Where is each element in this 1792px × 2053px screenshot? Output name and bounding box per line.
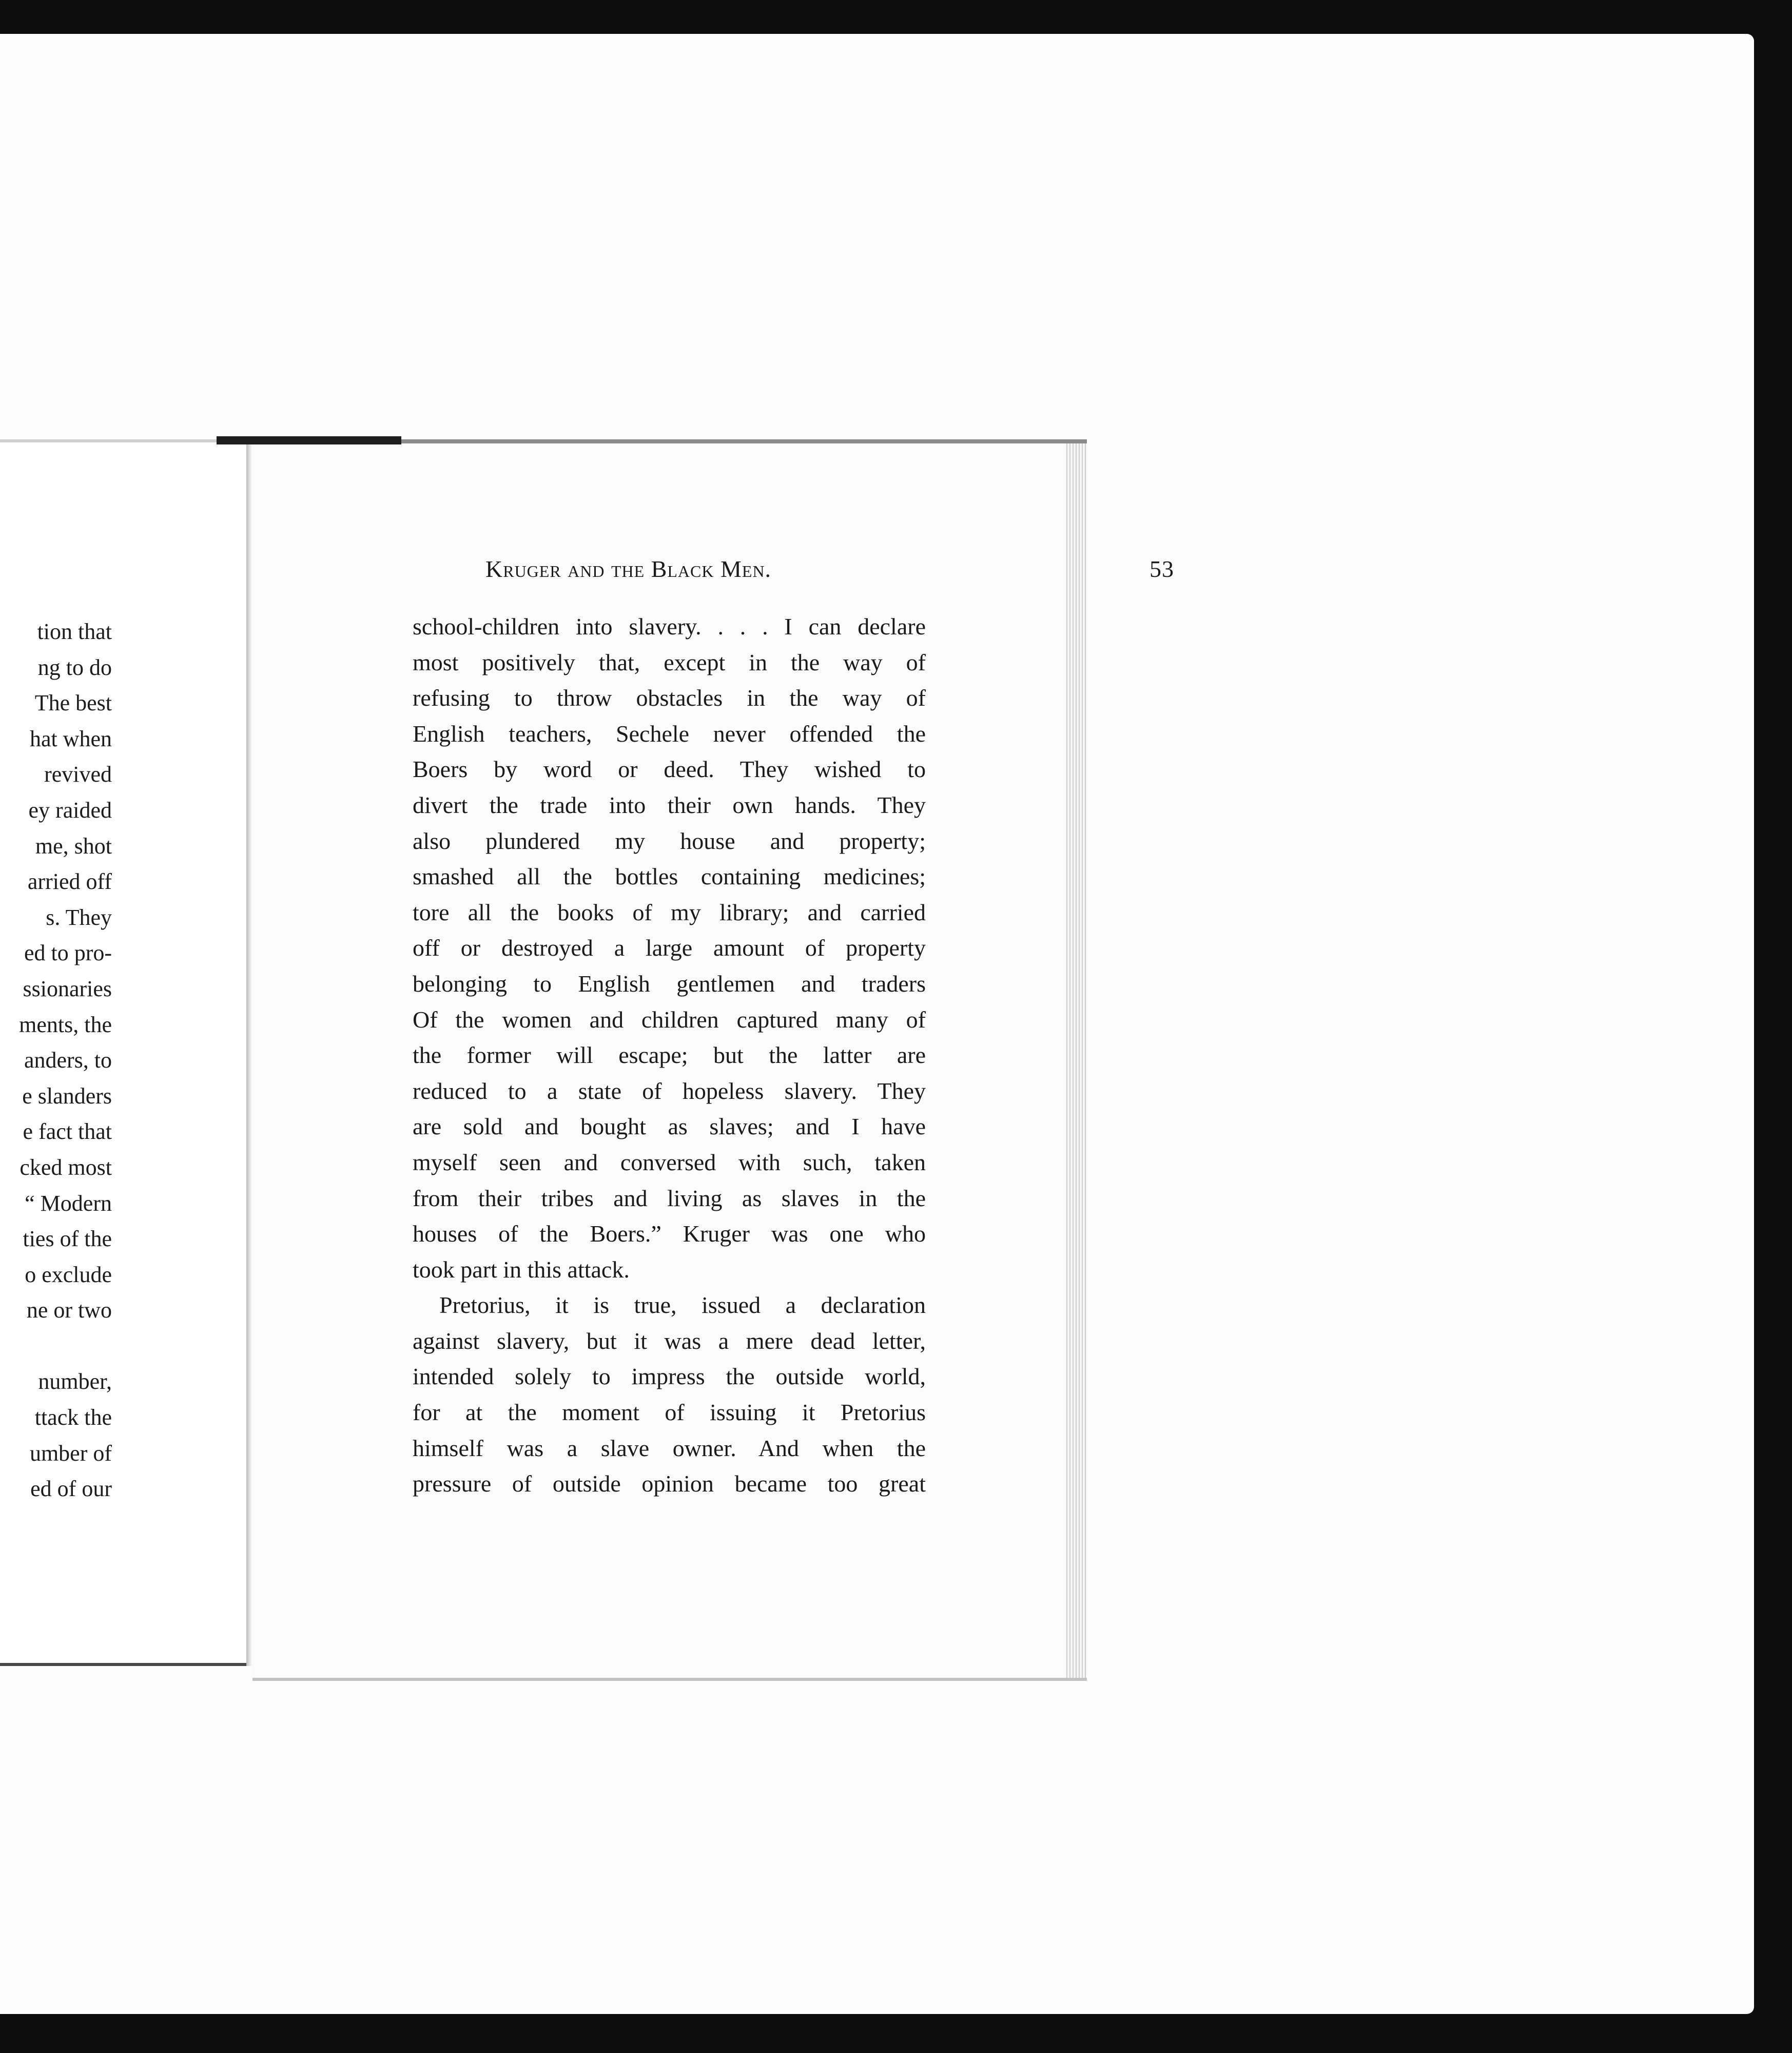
text-line: against slavery, but it was a mere dead letter, xyxy=(413,1327,926,1354)
text-line: Pretorius, it is true, issued a declaration xyxy=(439,1292,926,1319)
page-top-shadow xyxy=(217,436,401,444)
left-line: arried off xyxy=(27,869,112,895)
left-line: ed to pro- xyxy=(24,940,112,966)
running-head-title: Kruger and the Black Men. xyxy=(485,556,772,582)
left-facing-page xyxy=(0,439,251,1666)
book-gutter xyxy=(246,444,252,1666)
left-line: e slanders xyxy=(22,1083,112,1109)
left-line: “ Modern xyxy=(25,1190,112,1216)
left-line: ties of the xyxy=(23,1226,112,1252)
left-line: ssionaries xyxy=(23,976,112,1001)
text-line: myself seen and conversed with such, taken xyxy=(413,1149,926,1175)
left-line: s. They xyxy=(46,904,112,930)
text-line: intended solely to impress the outside world, xyxy=(413,1363,926,1390)
left-line: number, xyxy=(38,1369,112,1395)
right-page xyxy=(252,439,1174,1678)
text-line: divert the trade into their own hands. They xyxy=(413,791,926,818)
left-line: revived xyxy=(44,762,112,787)
text-line: Of the women and children captured many of xyxy=(413,1006,926,1033)
text-line: smashed all the bottles containing medicines; xyxy=(413,863,926,890)
left-line: ments, the xyxy=(19,1012,112,1037)
left-line: umber of xyxy=(29,1440,112,1466)
left-line: The best xyxy=(34,690,112,716)
text-line: from their tribes and living as slaves in the xyxy=(413,1185,926,1211)
left-line: cked most xyxy=(20,1154,112,1180)
scan-sheet xyxy=(0,34,1754,2014)
text-line: the former will escape; but the latter are xyxy=(413,1042,926,1069)
page-edge-stack xyxy=(1066,443,1087,1678)
text-line: English teachers, Sechele never offended the xyxy=(413,720,926,747)
text-line: refusing to throw obstacles in the way of xyxy=(413,685,926,711)
left-line: ne or two xyxy=(26,1297,112,1323)
left-line xyxy=(0,1328,112,1364)
text-line: himself was a slave owner. And when the xyxy=(413,1435,926,1461)
body-text xyxy=(413,609,926,1502)
left-line: e fact that xyxy=(23,1119,112,1145)
left-line: o exclude xyxy=(25,1262,112,1287)
page-number: 53 xyxy=(1150,556,1174,582)
page-bottom-edge xyxy=(252,1678,1087,1681)
text-line: Boers by word or deed. They wished to xyxy=(413,756,926,783)
left-line: ey raided xyxy=(28,797,112,823)
text-line: for at the moment of issuing it Pretorius xyxy=(413,1399,926,1426)
text-line: took part in this attack. xyxy=(413,1256,630,1283)
text-line: tore all the books of my library; and carried xyxy=(413,899,926,925)
text-line: pressure of outside opinion became too great xyxy=(413,1470,926,1497)
left-page-top-edge xyxy=(0,439,251,442)
left-line: anders, to xyxy=(24,1048,112,1073)
left-line: ttack the xyxy=(34,1405,112,1430)
left-page-bottom-edge xyxy=(0,1663,251,1666)
text-line: also plundered my house and property; xyxy=(413,827,926,854)
text-line: school-children into slavery. . . . I can declare xyxy=(413,613,926,640)
left-line: me, shot xyxy=(35,833,112,859)
left-line: ng to do xyxy=(37,654,112,680)
text-line: belonging to English gentlemen and traders xyxy=(413,970,926,997)
text-line: off or destroyed a large amount of property xyxy=(413,935,926,961)
left-line: ed of our xyxy=(30,1476,112,1502)
left-line: tion that xyxy=(37,619,112,644)
left-line: hat when xyxy=(29,726,112,751)
text-line: reduced to a state of hopeless slavery. They xyxy=(413,1077,926,1104)
text-line: houses of the Boers.” Kruger was one who xyxy=(413,1221,926,1247)
left-page-text xyxy=(0,614,112,1507)
text-line: most positively that, except in the way of xyxy=(413,649,926,675)
text-line: are sold and bought as slaves; and I have xyxy=(413,1113,926,1140)
